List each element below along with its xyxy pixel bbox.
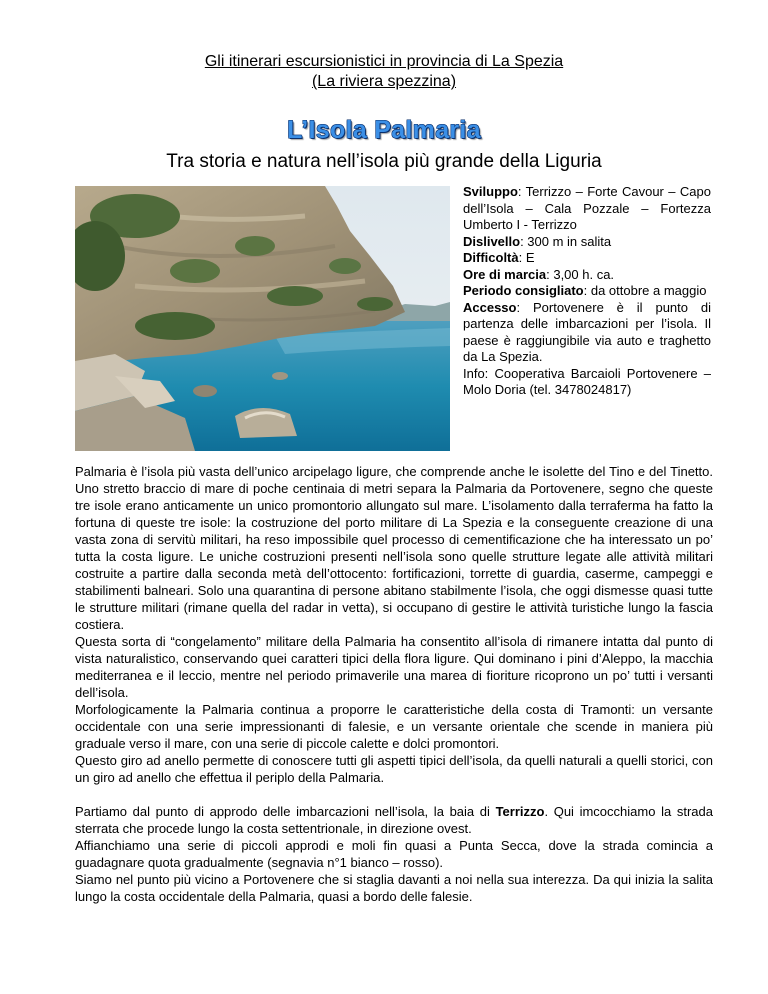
article-body: [75, 463, 713, 905]
paragraph-loop: Questo giro ad anello permette di conoscere tutti gli aspetti tipici dell’isola, da quelli naturali a quelli storici, con un giro ad anello che effettua il periplo della Palmaria.: [75, 753, 713, 785]
info-dislivello: Dislivello: 300 m in salita: [463, 233, 612, 249]
info-accesso: Accesso: Portovenere è il punto di partenza delle imbarcazioni per l’isola. Il paese è raggiungibile via auto e traghetto da La Spezia.: [463, 299, 711, 364]
header-line-1: Gli itinerari escursionistici in provincia di La Spezia: [204, 53, 564, 70]
coast-photo: [75, 186, 450, 451]
page-subtitle: Tra storia e natura nell’isola più grande della Liguria: [166, 151, 602, 172]
paragraph-start: Partiamo dal punto di approdo delle imbarcazioni nell’isola, la baia di Terrizzo. Qui imcocchiamo la strada sterrata che procede lungo la costa settentrionale, in direzione ovest.: [75, 804, 713, 836]
page-title: L’Isola Palmaria: [287, 116, 481, 144]
info-periodo: Periodo consigliato: da ottobre a maggio: [463, 283, 707, 298]
paragraph-climb: Siamo nel punto più vicino a Portovenere che si staglia davanti a noi nella sua interezza. Da qui inizia la salita lungo la costa occidentale della Palmaria, quasi a bordo delle falesie.: [75, 872, 713, 904]
paragraph-route: Affianchiamo una serie di piccoli approdi e moli fin quasi a Punta Secca, dove la strada comincia a guadagnare quota gradualmente (segnavia n°1 bianco – rosso).: [75, 838, 713, 870]
info-contact: Info: Cooperativa Barcaioli Portovenere – Molo Doria (tel. 3478024817): [463, 365, 711, 397]
series-header: [0, 52, 768, 92]
paragraph-morphology: Morfologicamente la Palmaria continua a proporre le caratteristiche della costa di Tramonti: un versante occidentale con una serie impressionanti di falesie, e un versante orientale che scende in maniera più graduale verso il mare, con una serie di piccole calette e dolci promontori.: [75, 702, 713, 751]
paragraph-intro: Palmaria è l’isola più vasta dell’unico arcipelago ligure, che comprende anche le isolette del Tino e del Tinetto. Uno stretto braccio di mare di poche centinaia di metri separa la Palmaria da Portovenere, segno che queste tre isole erano anticamente un unico promontorio allungato sul mare. L’isolamento dalla terraferma ha fatto la fortuna di queste tre isole: la costruzione del porto militare di La Spezia e la conseguente creazione di una vasta zona di servitù militari, ha reso impossibile quel processo di cementificazione che ha interessato un po’ tutta la costa ligure. Le uniche costruzioni presenti nell’isola sono quelle strutture legate alle attività militari costruite a partire dalla seconda metà dell’ottocento: fortificazioni, torrette di guardia, caserme, campeggi e stabilimenti balneari. Solo una quarantina di persone abitano stabilmente l’isola, che oggi dismesse quasi tutte le strutture militari (rimane quella del radar in vetta), si occupano di gestire le attività turistiche lungo la fascia costiera.: [75, 464, 713, 632]
paragraph-nature: Questa sorta di “congelamento” militare della Palmaria ha consentito all’isola di rimanere intatta dal punto di vista naturalistico, conservando quei caratteri tipici della flora ligure. Qui dominano i pini d’Aleppo, la macchia mediterranea e il leccio, mentre nel periodo primaverile una marea di fioriture ricoprono un po’ tutti i versanti dell’isola.: [75, 634, 713, 700]
header-line-2: (La riviera spezzina): [311, 73, 457, 90]
info-sviluppo: Sviluppo: Terrizzo – Forte Cavour – Capo dell’Isola – Cala Pozzale – Fortezza Umberto I - Terrizzo: [463, 184, 711, 232]
coast-photo-illustration: [75, 186, 450, 451]
route-info-panel: [463, 184, 711, 399]
info-ore: Ore di marcia: 3,00 h. ca.: [463, 266, 615, 282]
info-difficolta: Difficoltà: E: [463, 250, 535, 265]
